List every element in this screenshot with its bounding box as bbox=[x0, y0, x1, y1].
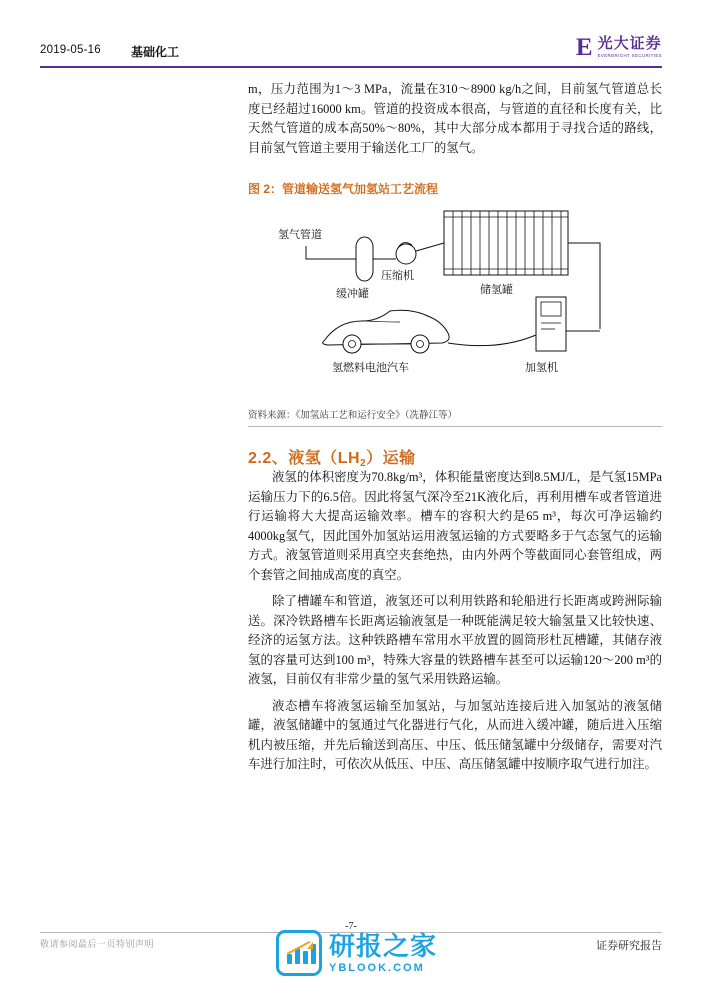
diagram-label-buffer-tank: 缓冲罐 bbox=[336, 288, 369, 300]
watermark bbox=[276, 930, 437, 976]
diagram-label-compressor: 压缩机 bbox=[381, 270, 414, 282]
watermark-domain: YBLOOK.COM bbox=[329, 961, 425, 974]
paragraph-1: m，压力范围为1～3 MPa，流量在310～8900 kg/h之间，目前氢气管道总长度已经超过16000 km。管道的投资成本很高，与管道的直径和长度有关，比天然气管道的成本高50%～80%，其中大部分成本都用于寻找合适的路线，目前氢气管道主要用于输送化工厂的氢气。 bbox=[248, 82, 662, 155]
figure-label: 图 2： bbox=[248, 182, 283, 196]
section-heading bbox=[248, 445, 662, 468]
paragraph-2: 液氢的体积密度为70.8kg/m³，体积能量密度达到8.5MJ/L，是气氢15MPa运输压力下的6.5倍。因此将氢气深冷至21K液化后，再利用槽车或者管道进行运输将大大提高运输效率。槽车的容积大约是65 m³，每次可净运输约4000kg氢气，因此国外加氢站运用液氢运输的方式要略多于气态氢气的运输方式。液氢管道则采用真空夹套绝热，由内外两个等截面同心套管组成，两个套管之间抽成高度的真空。 bbox=[248, 470, 662, 582]
page-number: -7- bbox=[345, 921, 357, 932]
paragraph-3: 除了槽罐车和管道，液氢还可以利用铁路和轮船进行长距离或跨洲际输送。深冷铁路槽车长距离运输液氢是一种既能满足较大输氢量又比较快速、经济的运氢方法。这种铁路槽车常用水平放置的圆筒形杜瓦槽罐，其储存液氢的容量可达到100 m³，特殊大容量的铁路槽车甚至可以运输120～200 m³的液氢，目前仅有非常少量的氢气采用铁路运输。 bbox=[248, 594, 662, 686]
chart-bars-icon bbox=[276, 930, 322, 976]
main-content bbox=[248, 80, 662, 776]
paragraph-4: 液态槽车将液氢运输至加氢站，与加氢站连接后进入加氢站的液氢储罐，液氢储罐中的氢通过气化器进行气化，从而进入缓冲罐，随后进入压缩机内被压缩，并先后输送到高压、中压、低压储氢罐中分级储存，需要对汽车进行加注时，可依次从低压、中压、高压储氢罐中按顺序取气进行加注。 bbox=[248, 698, 662, 771]
diagram-label-car: 氢燃料电池汽车 bbox=[332, 362, 409, 374]
figure-divider bbox=[248, 426, 662, 427]
header-divider bbox=[40, 66, 662, 68]
page-header bbox=[40, 30, 662, 70]
watermark-name: 研报之家 bbox=[329, 930, 438, 961]
section-number: 2.2、 bbox=[248, 450, 289, 467]
header-date: 2019-05-16 bbox=[40, 44, 101, 56]
logo-text bbox=[598, 36, 662, 58]
header-category: 基础化工 bbox=[131, 45, 180, 59]
section-title-sub: 2 bbox=[360, 458, 367, 469]
logo-company-name: 光大证券 bbox=[597, 34, 662, 52]
brand-logo bbox=[576, 30, 662, 64]
footer-disclaimer: 敬请参阅最后一页特别声明 bbox=[40, 939, 155, 949]
figure-title: 管道输送氢气加氢站工艺流程 bbox=[282, 182, 439, 196]
watermark-text bbox=[329, 930, 438, 974]
logo-letter-icon: E bbox=[575, 33, 593, 61]
logo-company-name-en: EVERBRIGHT SECURITIES bbox=[597, 52, 662, 58]
figure-caption bbox=[248, 180, 662, 197]
diagram-label-pipe: 氢气管道 bbox=[278, 229, 322, 241]
section-title-pre: 液氢（LH bbox=[288, 450, 361, 467]
footer-report-label: 证券研究报告 bbox=[596, 940, 662, 952]
section-title-post: ）运输 bbox=[366, 450, 416, 467]
diagram-label-storage: 储氢罐 bbox=[480, 284, 513, 296]
diagram-label-dispenser: 加氢机 bbox=[525, 362, 558, 374]
figure-source: 资料来源：《加氢站工艺和运行安全》（冼静江等） bbox=[248, 411, 458, 421]
figure-image bbox=[248, 201, 662, 401]
